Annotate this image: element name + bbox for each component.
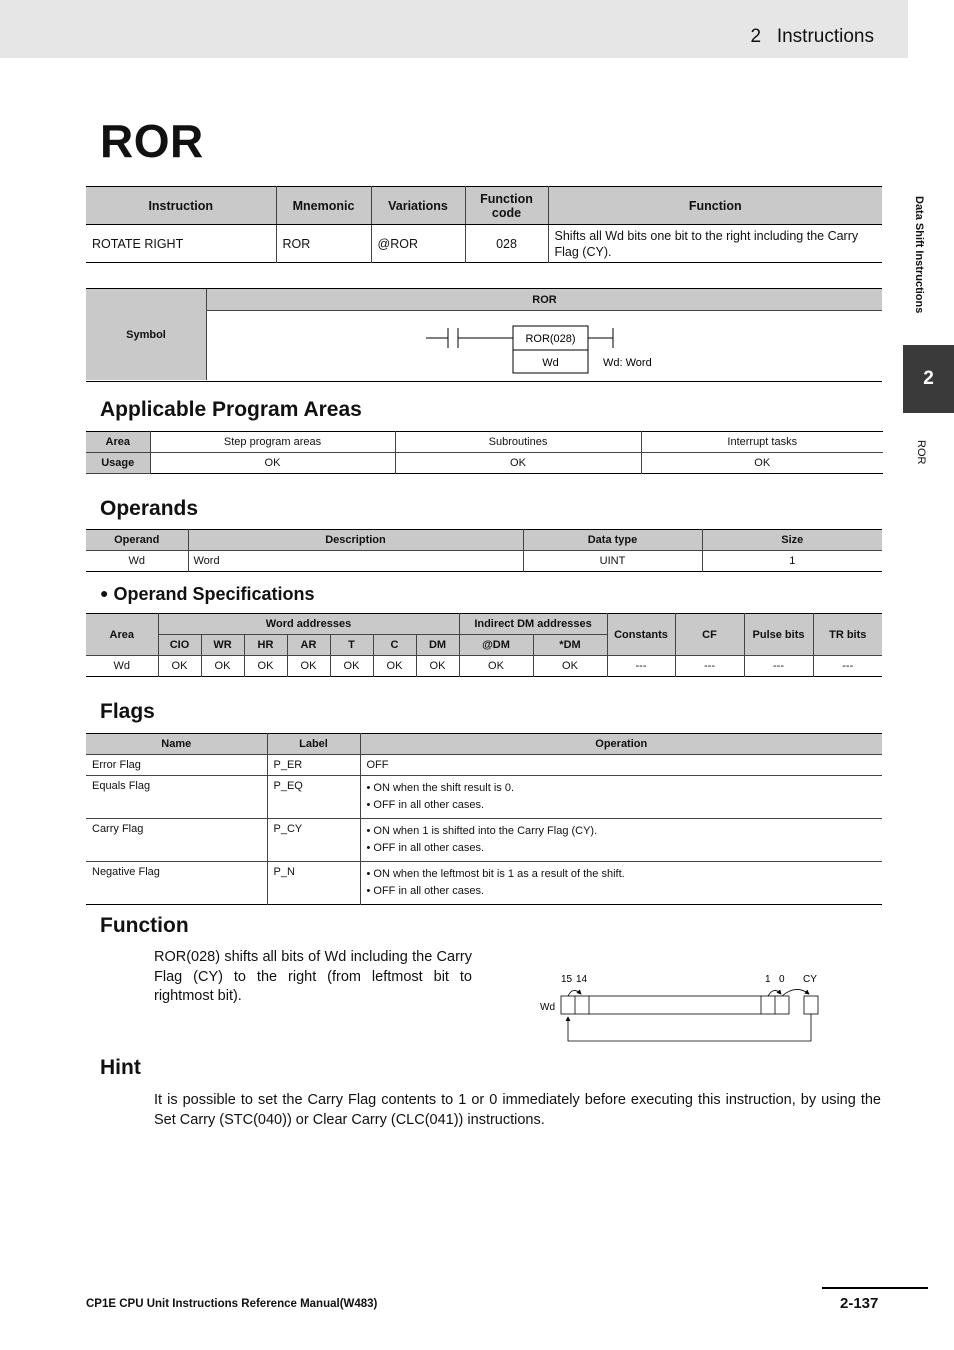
side-tab-topic[interactable] [903,440,943,480]
col-area: Area [86,432,150,453]
col-operation: Operation [360,734,882,755]
wd-register [561,996,789,1014]
col-area: Area [86,614,158,656]
bit-1-label: 1 [765,974,771,985]
flags-table [86,733,882,905]
cell-mnemonic: ROR [276,225,371,263]
col-hr: HR [244,635,287,656]
section-heading-operands: Operands [100,497,199,520]
cy-label: CY [803,974,817,985]
cell-c: OK [373,656,416,677]
col-at-dm: @DM [459,635,533,656]
shift-arrow-1-0 [768,990,781,996]
function-text: ROR(028) shifts all bits of Wd including the Carry Flag (CY) to the right (from leftmost bit to rightmost bit). [154,949,472,1004]
operand-spec-title: Operand Specifications [113,584,315,604]
flag-label: P_EQ [267,776,360,819]
side-tab-topic-label: ROR [915,440,927,465]
cell-usage-interrupt: OK [641,453,883,474]
col-star-dm: *DM [533,635,607,656]
col-group-indirect-dm: Indirect DM addresses [459,614,607,635]
ladder-symbol-diagram [207,311,882,381]
page-title: ROR [100,115,204,167]
cell-size: 1 [702,551,882,572]
col-cf: CF [675,614,744,656]
col-cio: CIO [158,635,201,656]
col-name: Name [86,734,267,755]
flag-operation [360,862,882,905]
section-heading-flags: Flags [100,700,155,723]
col-operand: Operand [86,530,188,551]
cell-variations: @ROR [371,225,465,263]
cell-tr-bits: --- [813,656,882,677]
table-row [86,551,882,572]
footer-manual-title: CP1E CPU Unit Instructions Reference Manual(W483) [86,1298,378,1310]
side-tab-chapter-number[interactable]: 2 [903,345,954,413]
operation-bullet: • OFF in all other cases. [366,799,485,811]
flag-operation [360,776,882,819]
bullet-icon: ● [100,585,109,601]
wd-label: Wd [540,1002,555,1013]
table-row [86,656,882,677]
col-description: Description [188,530,523,551]
chapter-header: 2 Instructions [750,26,874,47]
col-size: Size [702,530,882,551]
row-usage: Usage [86,453,150,474]
operation-bullet: • ON when the leftmost bit is 1 as a result of the shift. [366,868,625,880]
flag-name: Negative Flag [86,862,267,905]
col-subroutines: Subroutines [395,432,641,453]
bit-0-label: 0 [779,974,785,985]
side-tab-section-label: Data Shift Instructions [913,196,925,314]
col-dm: DM [416,635,459,656]
operation-bullet: • OFF in all other cases. [366,885,485,897]
col-function-code: Function code [465,187,548,225]
cell-data-type: UINT [523,551,702,572]
cell-cio: OK [158,656,201,677]
col-ar: AR [287,635,330,656]
cell-at-dm: OK [459,656,533,677]
symbol-box [86,288,882,382]
hint-text: It is possible to set the Carry Flag contents to 1 or 0 immediately before executing this instruction, by using the Set Carry (STC(040)) or Clear Carry (CLC(041)) instructions. [154,1092,881,1128]
col-interrupt-tasks: Interrupt tasks [641,432,883,453]
rotate-arrow-cy-15 [568,1014,811,1041]
col-variations: Variations [371,187,465,225]
cell-cf: --- [675,656,744,677]
flag-label: P_CY [267,819,360,862]
instruction-box-operand: Wd [542,357,559,369]
col-constants: Constants [607,614,675,656]
table-row [86,755,882,776]
flag-operation [360,819,882,862]
cell-pulse-bits: --- [744,656,813,677]
rotate-diagram [536,968,836,1048]
cy-register [804,996,818,1014]
cell-usage-subroutines: OK [395,453,641,474]
cell-description: Word [188,551,523,572]
col-data-type: Data type [523,530,702,551]
side-tab-section[interactable] [903,190,943,340]
table-row [86,862,882,905]
cell-ar: OK [287,656,330,677]
col-mnemonic: Mnemonic [276,187,371,225]
col-label: Label [267,734,360,755]
col-t: T [330,635,373,656]
col-instruction: Instruction [86,187,276,225]
operation-bullet: • OFF in all other cases. [366,842,485,854]
cell-constants: --- [607,656,675,677]
shift-arrow-0-cy [782,989,809,996]
cell-hr: OK [244,656,287,677]
cell-function: Shifts all Wd bits one bit to the right including the Carry Flag (CY). [548,225,882,263]
table-row [86,819,882,862]
operand-note: Wd: Word [603,357,652,369]
cell-t: OK [330,656,373,677]
footer-divider [822,1287,928,1289]
cell-operand: Wd [86,551,188,572]
flag-label: P_ER [267,755,360,776]
flag-name: Carry Flag [86,819,267,862]
page-number: 2-137 [840,1295,879,1312]
shift-arrow-15-14 [568,990,581,996]
col-group-word-addresses: Word addresses [158,614,459,635]
cell-instruction: ROTATE RIGHT [86,225,276,263]
operation-bullet: • ON when the shift result is 0. [366,782,515,794]
operands-table [86,529,882,572]
cell-wr: OK [201,656,244,677]
symbol-header: ROR [207,289,882,311]
instruction-table [86,186,882,263]
symbol-label: Symbol [86,289,207,380]
flag-name: Error Flag [86,755,267,776]
table-row [86,776,882,819]
cell-dm: OK [416,656,459,677]
col-c: C [373,635,416,656]
cell-function-code: 028 [465,225,548,263]
col-pulse-bits: Pulse bits [744,614,813,656]
col-tr-bits: TR bits [813,614,882,656]
bit-15-label: 15 [561,974,573,985]
subsection-heading-operand-spec [100,584,315,605]
flag-operation: OFF [360,755,882,776]
table-row [86,225,882,263]
col-step-program-areas: Step program areas [150,432,395,453]
table-row [86,453,883,474]
flag-label: P_N [267,862,360,905]
operation-bullet: • ON when 1 is shifted into the Carry Flag (CY). [366,825,598,837]
operand-spec-table [86,613,882,677]
col-function: Function [548,187,882,225]
bit-14-label: 14 [576,974,588,985]
instruction-box-name: ROR(028) [525,333,576,345]
col-wr: WR [201,635,244,656]
cell-usage-step: OK [150,453,395,474]
section-heading-applicable-areas: Applicable Program Areas [100,398,362,421]
flag-name: Equals Flag [86,776,267,819]
cell-area: Wd [86,656,158,677]
section-heading-hint: Hint [100,1056,141,1079]
cell-star-dm: OK [533,656,607,677]
section-heading-function: Function [100,914,189,937]
applicable-areas-table [86,431,883,474]
